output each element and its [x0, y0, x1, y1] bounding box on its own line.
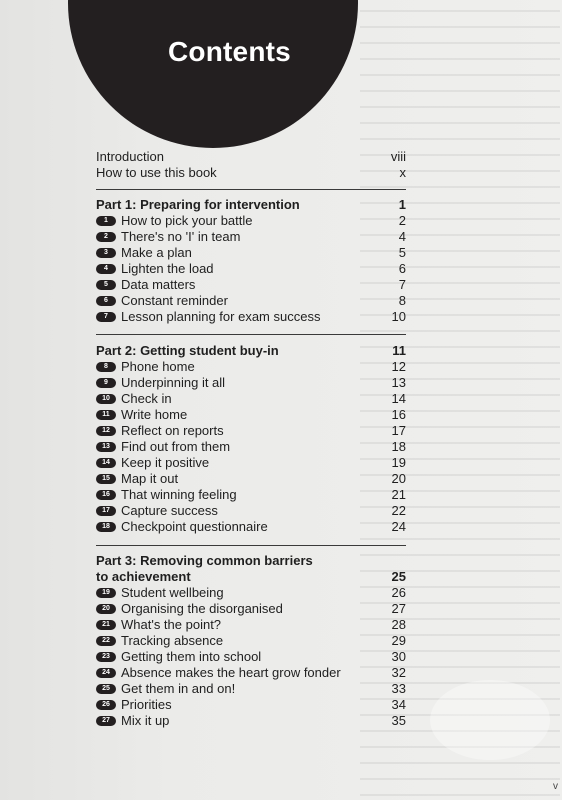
chapter-title: What's the point? [121, 617, 222, 632]
toc-chapter-6 [96, 293, 406, 309]
toc-chapter-24 [96, 665, 406, 681]
chapter-number-badge: 19 [96, 588, 116, 598]
toc-chapter-3 [96, 245, 406, 261]
chapter-number-badge: 3 [96, 248, 116, 258]
toc-entry-page: viii [390, 149, 406, 164]
chapter-title: Data matters [121, 277, 196, 292]
toc-chapter-7 [96, 309, 406, 325]
chapter-page: 28 [391, 617, 406, 632]
chapter-title: Constant reminder [121, 293, 228, 308]
chapter-page: 13 [391, 375, 406, 390]
chapter-title: Getting them into school [121, 649, 262, 664]
chapter-number-badge: 14 [96, 458, 116, 468]
chapter-number-badge: 4 [96, 264, 116, 274]
chapter-number-badge: 18 [96, 522, 116, 532]
chapter-number-badge: 22 [96, 636, 116, 646]
toc-chapter-21 [96, 617, 406, 633]
part-title: Part 1: Preparing for intervention [96, 197, 300, 212]
chapter-number-badge: 12 [96, 426, 116, 436]
section-divider [96, 189, 406, 190]
chapter-title: How to pick your battle [121, 213, 253, 228]
chapter-title: Mix it up [121, 713, 170, 728]
toc-chapter-25 [96, 681, 406, 697]
chapter-title: Checkpoint questionnaire [121, 519, 268, 534]
page-title: Contents [168, 36, 291, 67]
chapter-number-badge: 1 [96, 216, 116, 226]
toc-chapter-17 [96, 503, 406, 519]
chapter-page: 6 [398, 261, 406, 276]
chapter-title: Make a plan [121, 245, 192, 260]
toc-chapter-16 [96, 487, 406, 503]
part-title: Part 3: Removing common barriers [96, 553, 313, 568]
chapter-number-badge: 23 [96, 652, 116, 662]
chapter-title: Lighten the load [121, 261, 214, 276]
chapter-title: Map it out [121, 471, 179, 486]
toc-chapter-18 [96, 519, 406, 535]
section-divider [96, 545, 406, 546]
chapter-number-badge: 17 [96, 506, 116, 516]
part-1-heading [96, 197, 406, 213]
chapter-title: Capture success [121, 503, 218, 518]
chapter-page: 18 [391, 439, 406, 454]
chapter-number-badge: 7 [96, 312, 116, 322]
chapter-title: Find out from them [121, 439, 231, 454]
toc-chapter-22 [96, 633, 406, 649]
chapter-number-badge: 21 [96, 620, 116, 630]
chapter-page: 2 [398, 213, 406, 228]
chapter-number-badge: 13 [96, 442, 116, 452]
chapter-page: 4 [398, 229, 406, 244]
chapter-number-badge: 20 [96, 604, 116, 614]
chapter-page: 14 [391, 391, 406, 406]
chapter-number-badge: 15 [96, 474, 116, 484]
chapter-number-badge: 25 [96, 684, 116, 694]
chapter-page: 29 [391, 633, 406, 648]
toc-chapter-19 [96, 585, 406, 601]
chapter-page: 24 [391, 519, 406, 534]
page-number: v [553, 781, 558, 792]
chapter-title: Phone home [121, 359, 195, 374]
toc-entry-label: Introduction [96, 149, 164, 164]
chapter-page: 8 [398, 293, 406, 308]
chapter-number-badge: 5 [96, 280, 116, 290]
toc-chapter-9 [96, 375, 406, 391]
toc-chapter-10 [96, 391, 406, 407]
chapter-page: 30 [391, 649, 406, 664]
toc-chapter-2 [96, 229, 406, 245]
chapter-title: Lesson planning for exam success [121, 309, 321, 324]
toc-chapter-13 [96, 439, 406, 455]
chapter-title: There's no 'I' in team [121, 229, 241, 244]
chapter-page: 27 [391, 601, 406, 616]
part-page: 11 [392, 343, 406, 358]
chapter-page: 21 [391, 487, 406, 502]
chapter-number-badge: 10 [96, 394, 116, 404]
toc-chapter-20 [96, 601, 406, 617]
toc-chapter-23 [96, 649, 406, 665]
toc-chapter-4 [96, 261, 406, 277]
toc-chapter-12 [96, 423, 406, 439]
chapter-number-badge: 11 [96, 410, 116, 420]
chapter-page: 32 [391, 665, 406, 680]
part-page: 1 [398, 197, 406, 212]
toc-entry-label: How to use this book [96, 165, 217, 180]
toc-chapter-1 [96, 213, 406, 229]
chapter-page: 10 [391, 309, 406, 324]
chapter-title: Absence makes the heart grow fonder [121, 665, 341, 680]
toc-entry-how-to-use [96, 165, 406, 181]
watermark-stamp [430, 680, 550, 760]
chapter-page: 17 [391, 423, 406, 438]
chapter-title: That winning feeling [121, 487, 237, 502]
chapter-title: Get them in and on! [121, 681, 236, 696]
toc-entry-page: x [399, 165, 406, 180]
chapter-title: Reflect on reports [121, 423, 224, 438]
chapter-number-badge: 24 [96, 668, 116, 678]
chapter-page: 16 [391, 407, 406, 422]
toc-chapter-15 [96, 471, 406, 487]
part-title-continued: to achievement [96, 569, 191, 584]
toc-chapter-11 [96, 407, 406, 423]
toc-chapter-26 [96, 697, 406, 713]
toc-entry-introduction [96, 149, 406, 165]
part-page: 25 [391, 569, 406, 584]
chapter-page: 34 [391, 697, 406, 712]
chapter-title: Organising the disorganised [121, 601, 283, 616]
chapter-title: Underpinning it all [121, 375, 226, 390]
chapter-number-badge: 2 [96, 232, 116, 242]
chapter-number-badge: 6 [96, 296, 116, 306]
chapter-page: 7 [398, 277, 406, 292]
chapter-number-badge: 26 [96, 700, 116, 710]
chapter-number-badge: 8 [96, 362, 116, 372]
chapter-page: 22 [391, 503, 406, 518]
chapter-page: 19 [391, 455, 406, 470]
part-title: Part 2: Getting student buy-in [96, 343, 279, 358]
chapter-number-badge: 9 [96, 378, 116, 388]
chapter-title: Student wellbeing [121, 585, 224, 600]
toc-chapter-5 [96, 277, 406, 293]
part-3-heading [96, 553, 406, 569]
chapter-number-badge: 16 [96, 490, 116, 500]
chapter-page: 20 [391, 471, 406, 486]
part-3-heading-line2 [96, 569, 406, 585]
chapter-title: Check in [121, 391, 172, 406]
chapter-title: Tracking absence [121, 633, 224, 648]
chapter-title: Write home [121, 407, 188, 422]
chapter-page: 26 [391, 585, 406, 600]
chapter-title: Keep it positive [121, 455, 210, 470]
toc-chapter-27 [96, 713, 406, 729]
toc-chapter-14 [96, 455, 406, 471]
chapter-title: Priorities [121, 697, 172, 712]
chapter-page: 12 [391, 359, 406, 374]
chapter-number-badge: 27 [96, 716, 116, 726]
chapter-page: 5 [398, 245, 406, 260]
chapter-page: 35 [391, 713, 406, 728]
part-2-heading [96, 343, 406, 359]
section-divider [96, 334, 406, 335]
toc-chapter-8 [96, 359, 406, 375]
chapter-page: 33 [391, 681, 406, 696]
